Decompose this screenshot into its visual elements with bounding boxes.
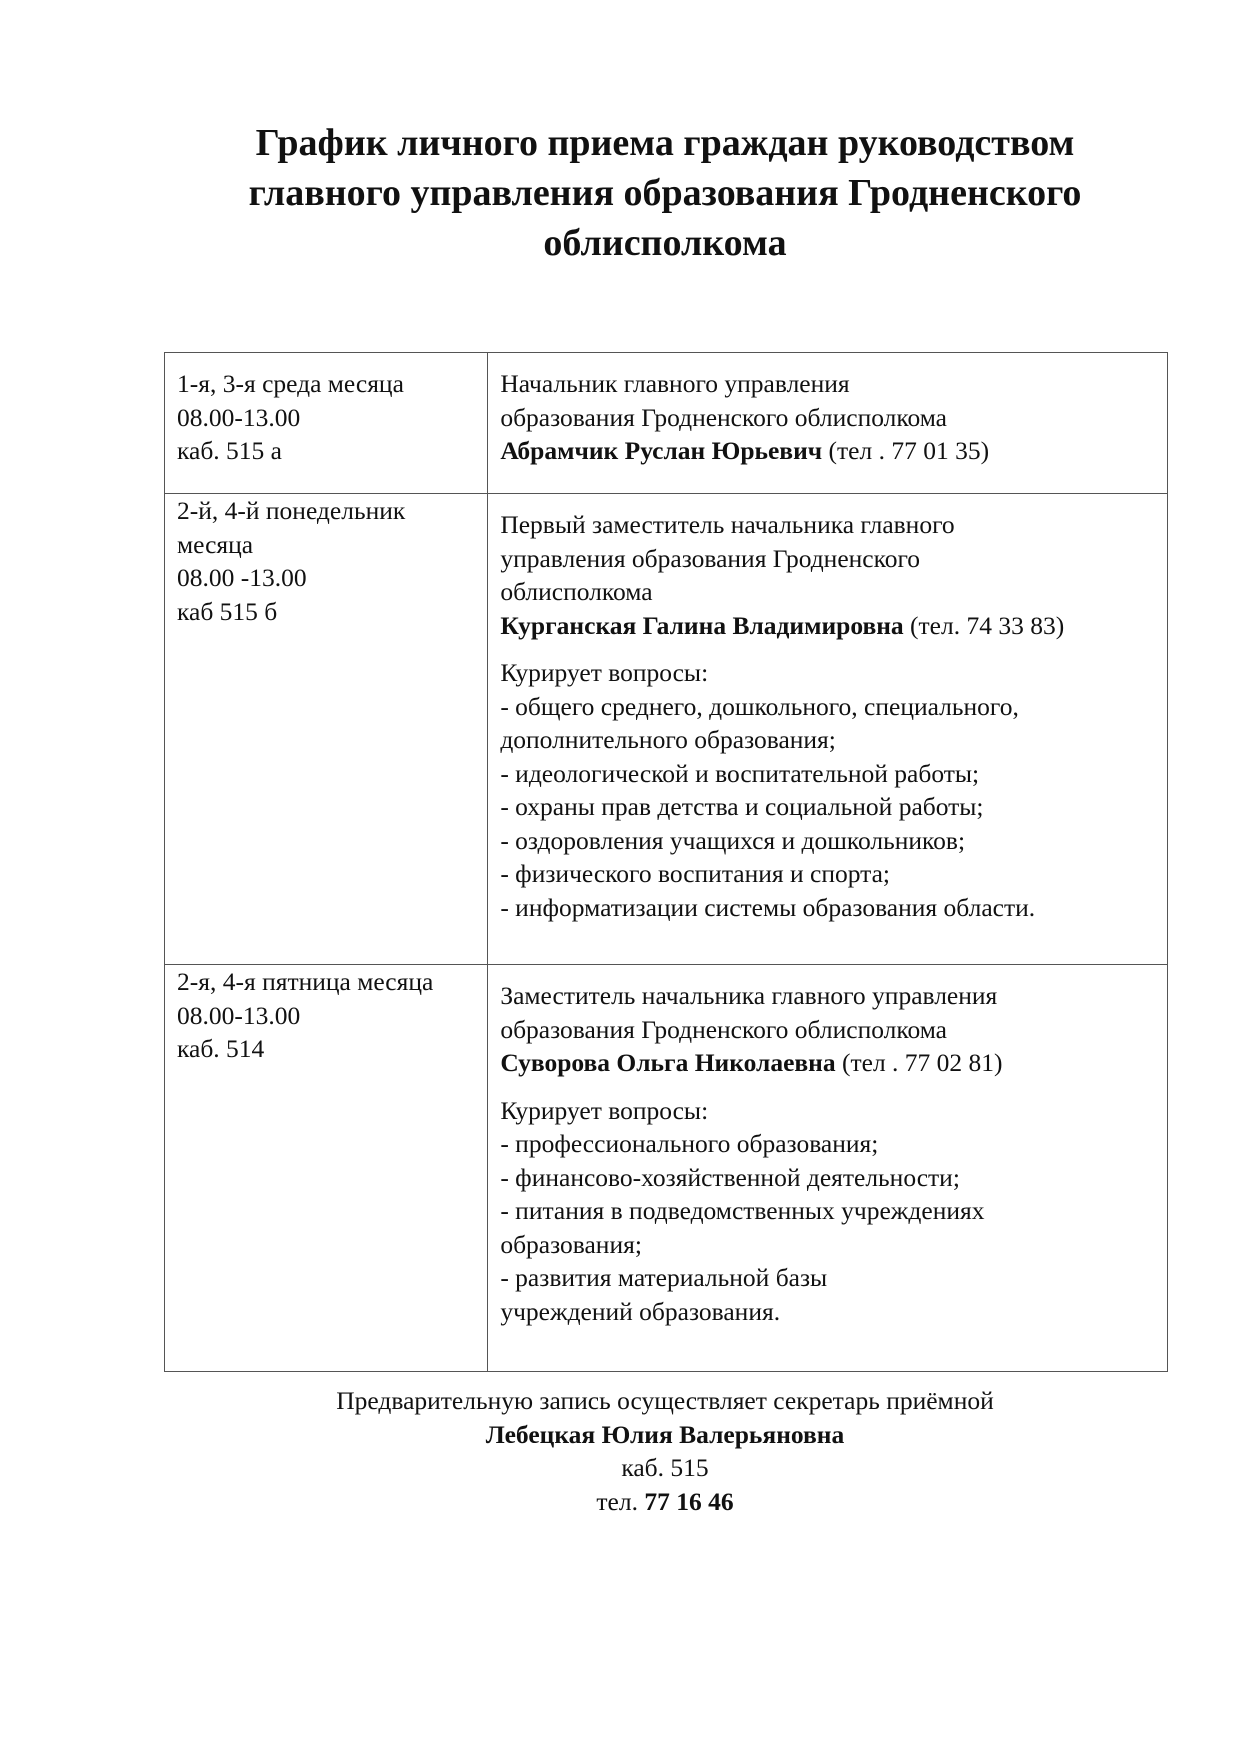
title-line-1: График личного приема граждан руководством	[255, 122, 1075, 164]
duty-item: - финансово-хозяйственной деятельности;	[500, 1162, 960, 1192]
duty-item: дополнительного образования;	[500, 725, 836, 754]
official-position: Начальник главного управления	[500, 369, 850, 398]
schedule-day: месяца	[177, 529, 254, 559]
secretary-phone: 77 16 46	[644, 1486, 734, 1516]
schedule-time-cell	[165, 353, 488, 494]
duty-item: учреждений образования.	[500, 1296, 781, 1326]
schedule-day: 2-й, 4-й понедельник	[177, 496, 406, 525]
footer-note	[140, 1384, 1190, 1518]
duties-heading: Курирует вопросы:	[500, 658, 709, 687]
secretary-contact	[140, 1485, 1190, 1519]
duty-item: - оздоровления учащихся и дошкольников;	[500, 825, 966, 855]
secretary-room: каб. 515	[621, 1453, 709, 1482]
duty-item: - профессионального образования;	[500, 1129, 879, 1158]
duty-item: - общего среднего, дошкольного, специального,	[500, 691, 1019, 721]
official-position: образования Гродненского облисполкома	[500, 1014, 947, 1044]
schedule-day: 1-я, 3-я среда месяца	[177, 369, 404, 398]
reception-schedule-table	[164, 352, 1168, 1372]
duty-item: образования;	[500, 1229, 642, 1259]
schedule-time-cell	[165, 965, 488, 1372]
duties-heading: Курирует вопросы:	[500, 1095, 709, 1125]
official-position: Первый заместитель начальника главного	[500, 510, 955, 539]
official-name: Курганская Галина Владимировна	[500, 610, 904, 640]
official-contact	[500, 609, 1157, 643]
secretary-name: Лебецкая Юлия Валерьяновна	[485, 1419, 845, 1449]
schedule-hours: 08.00-13.00	[177, 1000, 301, 1030]
official-cell	[488, 353, 1168, 494]
duty-item: - охраны прав детства и социальной работы;	[500, 792, 984, 821]
page-title	[140, 118, 1190, 268]
official-name: Абрамчик Руслан Юрьевич	[500, 436, 823, 465]
official-cell	[488, 494, 1168, 965]
secretary-phone-label: тел.	[596, 1486, 645, 1516]
duty-item: - развития материальной базы	[500, 1263, 828, 1292]
schedule-room: каб. 515 а	[177, 436, 282, 465]
title-line-3: облисполкома	[543, 222, 787, 264]
table-row	[165, 494, 1168, 965]
duty-item: - физического воспитания и спорта;	[500, 859, 890, 888]
table-row	[165, 965, 1168, 1372]
official-position: облисполкома	[500, 577, 653, 606]
duty-item: - идеологической и воспитательной работы;	[500, 758, 980, 788]
schedule-room: каб 515 б	[177, 596, 278, 626]
schedule-hours: 08.00 -13.00	[177, 563, 307, 592]
official-contact	[500, 434, 1157, 468]
schedule-time-cell	[165, 494, 488, 965]
schedule-room: каб. 514	[177, 1034, 265, 1063]
official-name: Суворова Ольга Николаевна	[500, 1048, 836, 1077]
official-position: управления образования Гродненского	[500, 543, 921, 573]
duty-item: - информатизации системы образования области.	[500, 892, 1036, 922]
table-row	[165, 353, 1168, 494]
official-phone: (тел. 74 33 83)	[903, 610, 1065, 640]
official-phone: (тел . 77 02 81)	[835, 1048, 1003, 1077]
official-position: Заместитель начальника главного управления	[500, 981, 998, 1010]
official-cell	[488, 965, 1168, 1372]
schedule-hours: 08.00-13.00	[177, 402, 301, 432]
duty-item: - питания в подведомственных учреждениях	[500, 1196, 985, 1225]
title-line-2: главного управления образования Гродненского	[248, 172, 1082, 214]
official-contact	[500, 1046, 1157, 1080]
official-position: образования Гродненского облисполкома	[500, 402, 947, 432]
official-phone: (тел . 77 01 35)	[822, 436, 990, 465]
schedule-day: 2-я, 4-я пятница месяца	[177, 967, 434, 996]
footer-appointment-note: Предварительную запись осуществляет секретарь приёмной	[336, 1386, 994, 1415]
